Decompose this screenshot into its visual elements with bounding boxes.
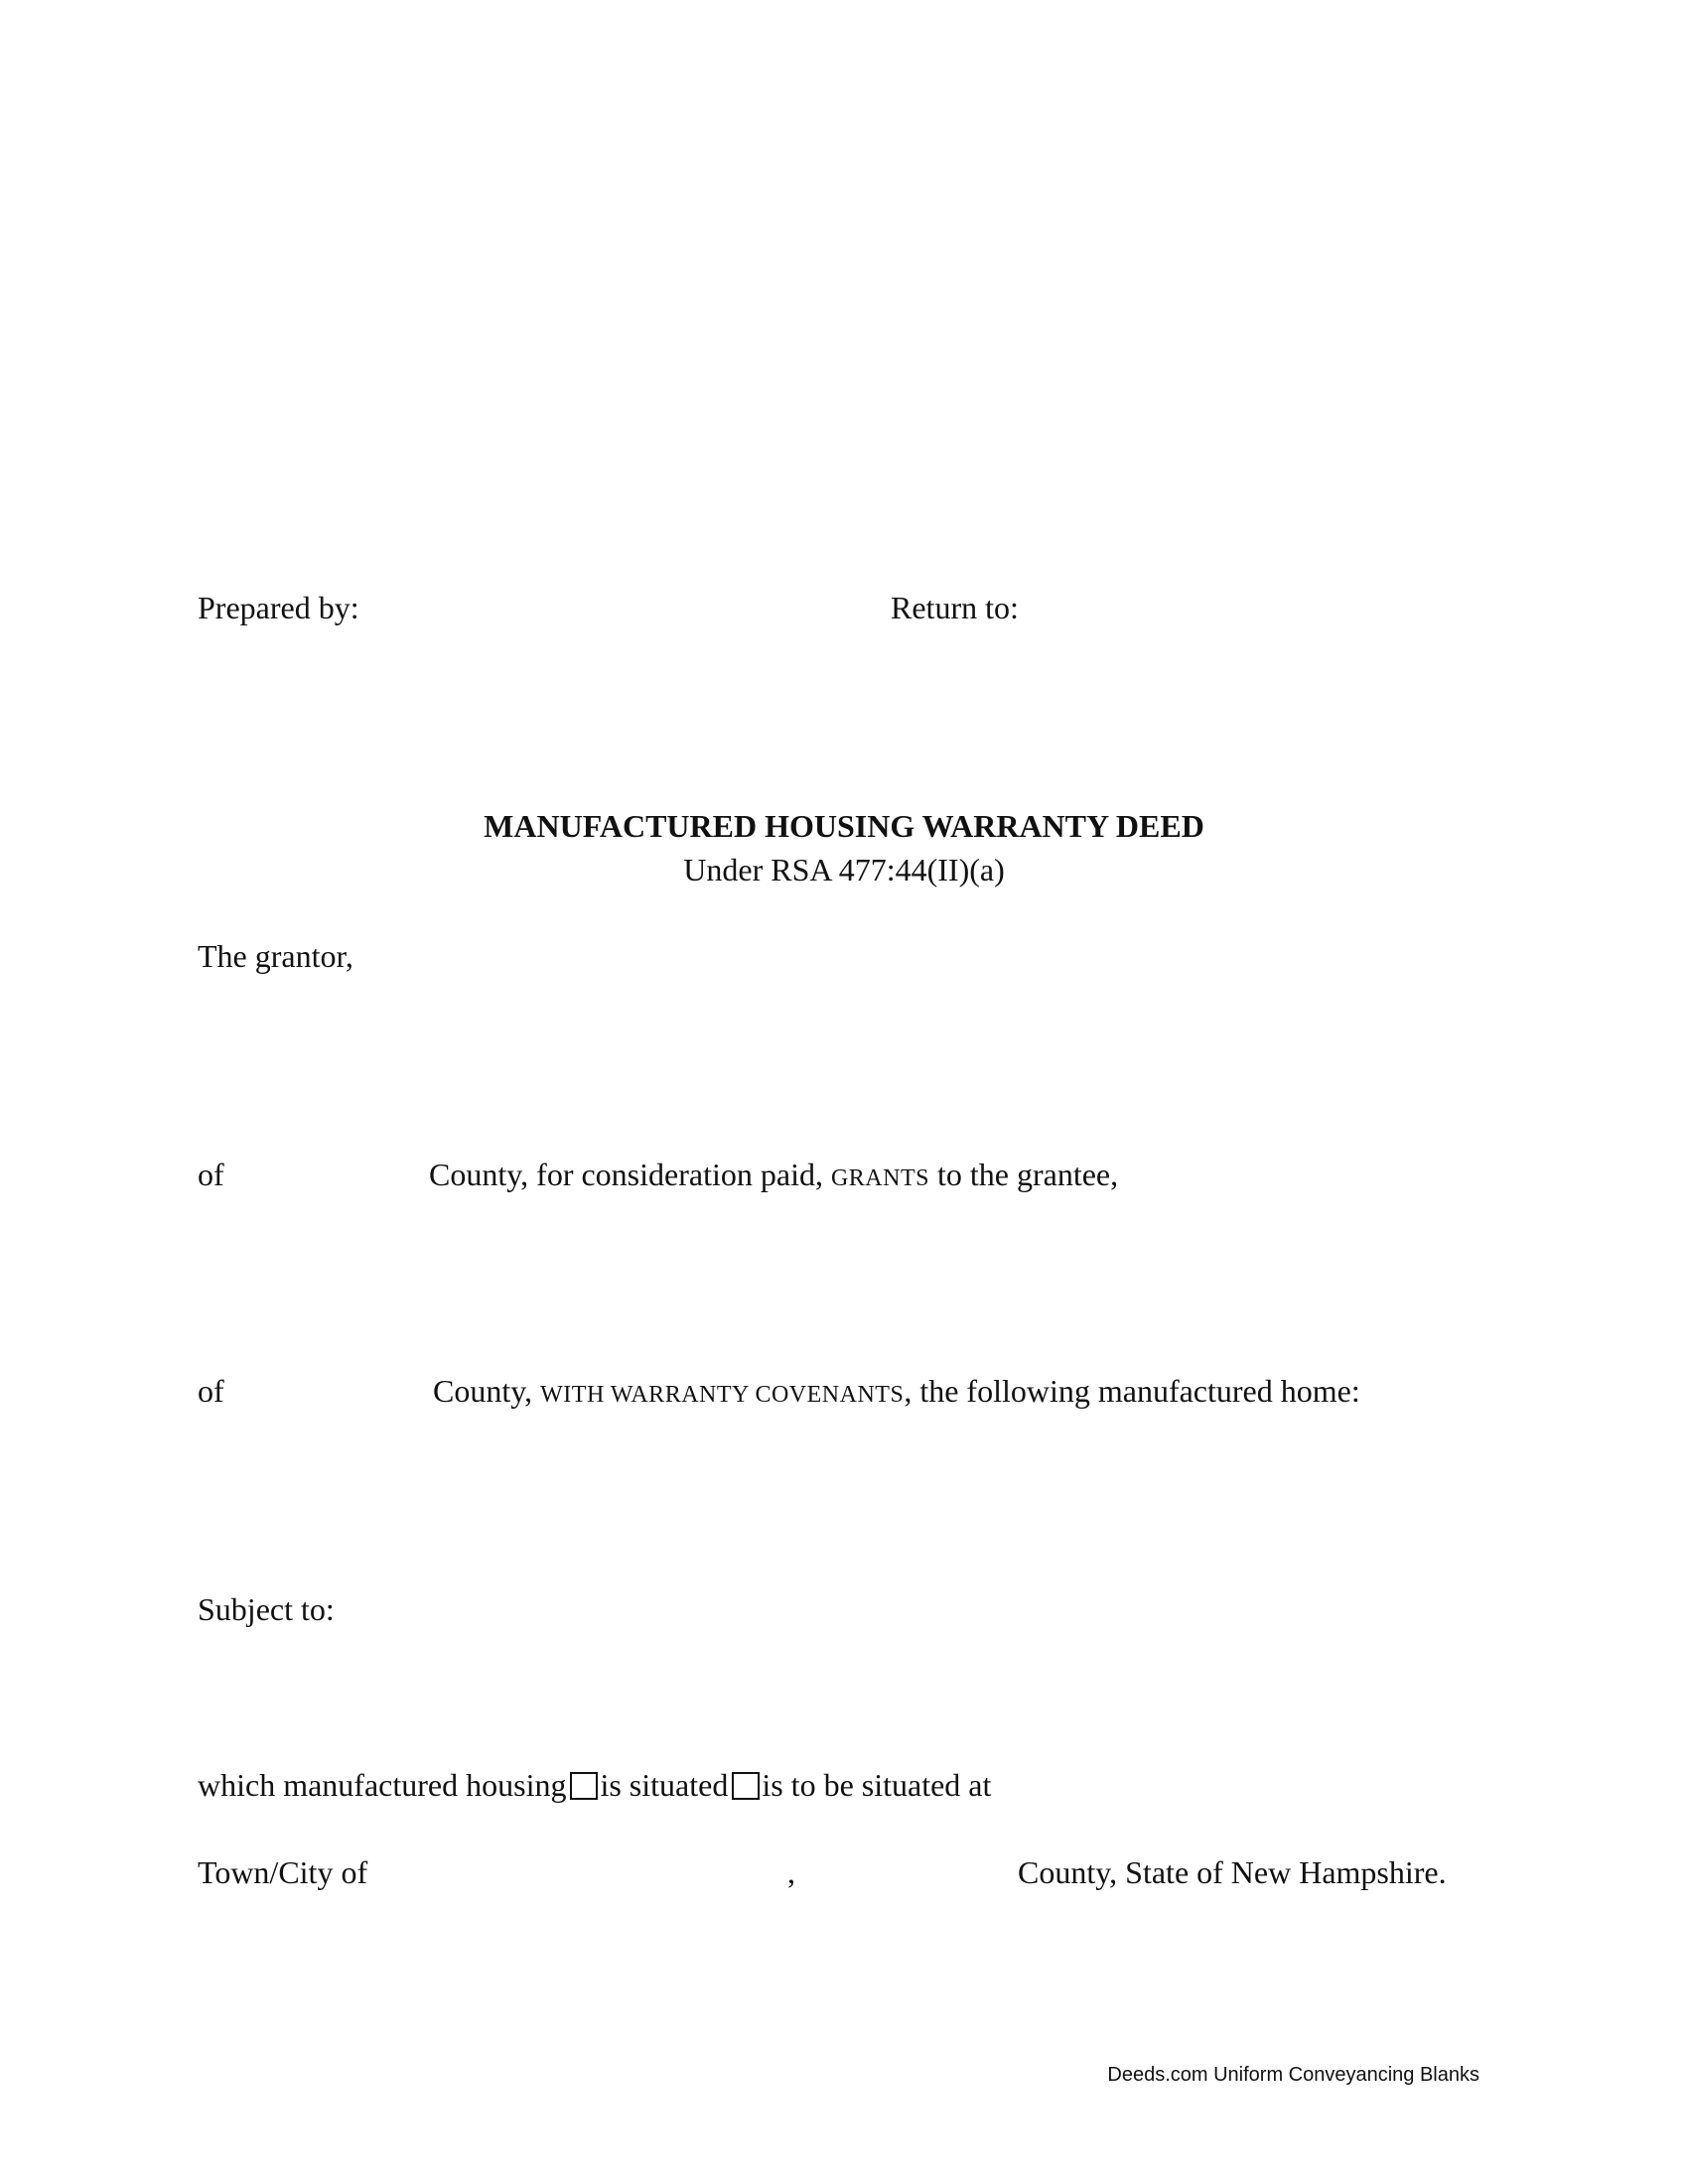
grantor-of-label: of [198, 1157, 224, 1192]
situated-prefix: which manufactured housing [198, 1767, 567, 1803]
document-title: MANUFACTURED HOUSING WARRANTY DEED [484, 808, 1204, 844]
grantee-county-clause [433, 1375, 1360, 1407]
subject-to-label: Subject to: [198, 1591, 335, 1627]
is-situated-checkbox[interactable] [570, 1772, 598, 1800]
grantee-county-text: County, [433, 1373, 533, 1409]
grants-text: GRANTS [830, 1165, 929, 1191]
grantee-of-label: of [198, 1373, 224, 1409]
county-state-label: County, State of New Hampshire. [1018, 1854, 1447, 1890]
document-subtitle: Under RSA 477:44(II)(a) [683, 852, 1005, 887]
to-be-situated-checkbox[interactable] [732, 1772, 760, 1800]
footer-text: Deeds.com Uniform Conveyancing Blanks [1107, 2064, 1479, 2086]
return-to-label: Return to: [891, 590, 1019, 625]
to-be-situated-label: is to be situated at [762, 1767, 992, 1803]
grantor-county-clause [429, 1159, 1118, 1190]
grantor-label: The grantor, [198, 938, 353, 974]
town-city-label: Town/City of [198, 1854, 368, 1890]
is-situated-label: is situated [600, 1767, 729, 1803]
town-comma: , [787, 1854, 795, 1890]
warranty-covenants-text: WITH WARRANTY COVENANTS [540, 1382, 905, 1408]
situated-clause [198, 1769, 991, 1801]
prepared-by-label: Prepared by: [198, 590, 359, 625]
manufactured-home-text: , the following manufactured home: [904, 1373, 1360, 1409]
grantor-county-text: County, for consideration paid, [429, 1157, 823, 1192]
grantee-text: to the grantee, [936, 1157, 1119, 1192]
